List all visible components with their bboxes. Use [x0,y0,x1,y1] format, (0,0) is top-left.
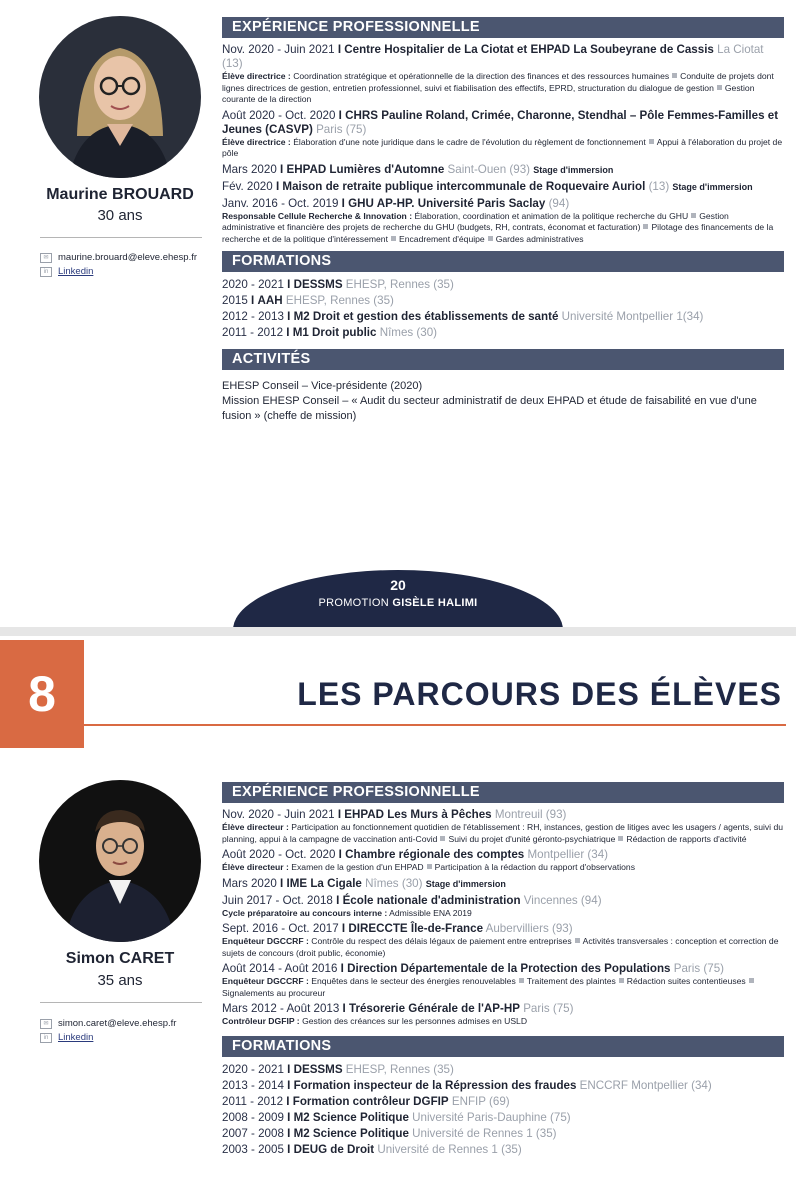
experience-date: Août 2020 - Oct. 2020 [222,108,336,122]
formation-item [222,1078,784,1094]
experience-heading [222,962,784,976]
experience-entry [222,877,784,891]
experience-heading [222,180,784,194]
experience-organization: Centre Hospitalier de La Ciotat et EHPAD La Soubeyrane de Cassis [344,43,714,56]
formation-title: M2 Droit et gestion des établissements de santé [293,310,559,323]
formation-date: 2007 - 2008 [222,1126,284,1140]
separator-bar: I [336,893,340,907]
experience-location: Montreuil (93) [494,808,567,821]
formation-date: 2011 - 2012 [222,326,284,339]
bullet-square [618,836,623,841]
experience-location: (94) [548,196,570,210]
experience-date: Janv. 2016 - Oct. 2019 [222,196,339,210]
formation-date: 2012 - 2013 [222,310,284,323]
person-age: 30 ans [97,207,143,224]
linkedin-link[interactable]: Linkedin [58,1032,94,1043]
experience-description [222,71,784,106]
chapter-underline [84,724,786,726]
separator-bar: I [341,196,345,210]
formation-place: EHESP, Rennes (35) [285,294,394,307]
description-item: Gardes administratives [495,233,584,244]
experience-organization: École nationale d'administration [342,893,521,907]
cv-page-2 [0,636,796,1200]
experience-date: Sept. 2016 - Oct. 2017 [222,922,339,935]
separator-bar: I [275,179,280,193]
email-contact [40,252,197,263]
chapter-number: 8 [0,640,84,748]
formation-date: 2003 - 2005 [222,1142,284,1156]
email-text[interactable]: simon.caret@eleve.ehesp.fr [58,1018,177,1029]
experience-entry [222,848,784,874]
role-label: Cycle préparatoire au concours interne : [222,907,388,918]
experience-heading [222,922,784,936]
formation-place: Université Paris-Dauphine (75) [412,1110,571,1124]
separator-bar: I [340,962,344,975]
formation-date: 2008 - 2009 [222,1110,284,1124]
separator-bar: I [342,1002,346,1015]
experience-entry [222,197,784,246]
experience-location: Nîmes (30) [365,876,423,890]
bullet-square [619,978,624,983]
experience-date: Nov. 2020 - Juin 2021 [222,808,335,821]
formation-date: 2013 - 2014 [222,1078,284,1092]
section-header-experience: EXPÉRIENCE PROFESSIONNELLE [222,782,784,803]
experience-heading [222,197,784,211]
bullet-square [427,864,432,869]
formation-item [222,1126,784,1142]
role-label: Élève directeur : [222,822,289,832]
separator-bar: I [338,848,342,861]
experience-date: Juin 2017 - Oct. 2018 [222,893,333,907]
formation-date: 2020 - 2021 [222,1062,284,1076]
formations-list [222,1062,784,1158]
formation-title: DEUG de Droit [293,1142,375,1156]
formation-date: 2011 - 2012 [222,1094,284,1108]
experience-organization: Direction Départementale de la Protection des Populations [347,962,671,975]
experience-heading [222,877,784,891]
experience-heading [222,43,784,71]
chapter-title: LES PARCOURS DES ÉLÈVES [297,676,782,712]
formation-item [222,1094,784,1110]
description-item: Rédaction de rapports d'activité [626,833,747,844]
bullet-square [749,978,754,983]
experience-location: La Ciotat (13) [222,43,764,70]
experience-organization: Chambre régionale des comptes [345,848,525,861]
experience-location: Paris (75) [316,122,367,136]
section-header-formations: FORMATIONS [222,251,784,272]
experience-location: Vincennes (94) [523,893,602,907]
bullet-square [643,224,648,229]
experience-organization: EHPAD Lumières d'Automne [286,162,445,176]
role-label: Élève directrice : [222,136,291,147]
person-name: Simon CARET [65,950,175,967]
experience-heading [222,894,784,908]
email-contact [40,1018,176,1029]
description-item: Appui à l'élaboration du projet de pôle [222,136,783,158]
formation-place: EHESP, Rennes (35) [345,1062,454,1076]
experience-organization: DIRECCTE Île-de-France [348,922,484,935]
formation-place: Nîmes (30) [379,326,438,339]
email-text[interactable]: maurine.brouard@eleve.ehesp.fr [58,252,198,263]
separator-bar: I [341,922,346,935]
separator-bar: I [338,108,342,122]
formation-place: ENCCRF Montpellier (34) [579,1078,712,1092]
experience-description [222,976,784,999]
experience-entry [222,922,784,959]
experience-entry [222,1002,784,1028]
formations-list [222,277,784,341]
role-label: Enquêteur DGCCRF : [222,936,309,946]
right-column [222,17,784,424]
description-item: Pilotage des financements de la recherche et de la politique d'intéressement [222,222,774,244]
person-name: Maurine BROUARD [46,186,194,203]
separator-bar: I [287,278,291,291]
bullet-square [440,836,445,841]
page-separator [0,627,796,636]
mail-icon: ✉ [40,1019,52,1029]
formation-title: Formation inspecteur de la Répression des fraudes [293,1078,577,1092]
bullet-square [519,978,524,983]
bullet-square [691,213,696,218]
experience-location: Montpellier (34) [527,848,609,861]
description-item: Participation à la rédaction du rapport d'observations [434,862,636,872]
section-header-activites: ACTIVITÉS [222,349,784,370]
activites-list [222,379,784,424]
experience-organization: IME La Cigale [286,876,362,890]
description-item: Signalements au procureur [222,987,326,998]
experience-date: Mars 2020 [222,162,277,176]
description-item: Gestion administrative et financière des projets de recherche du GHU (budgets, RH, contrats, économat et facturation) [222,210,729,232]
description-item: Coordination stratégique et opérationnelle de la direction des finances et des ressources humaines [293,71,670,81]
description-item: Gestion courante de la direction [222,82,755,104]
experience-entry [222,808,784,845]
activite-item: EHESP Conseil – Vice-présidente (2020) [222,380,423,392]
description-item: Conduite de projets dont lignes directrices de gestion, entretien professionnel, suivi et fiabilisation des effectifs, EPRD, structuration du dialogue de gestion [222,71,774,93]
stage-label: Stage d'immersion [672,181,753,192]
role-label: Responsable Cellule Recherche & Innovation : [222,210,413,221]
stage-label: Stage d'immersion [425,878,506,889]
formation-title: M1 Droit public [292,326,377,339]
formation-item [222,309,784,325]
separator-bar: I [337,43,342,56]
separator-bar: I [287,1126,291,1140]
linkedin-contact [40,266,93,277]
separator-bar: I [287,1110,291,1124]
separator-bar: I [251,294,255,307]
formation-place: Université Montpellier 1(34) [561,310,704,323]
profile-photo [39,780,201,942]
linkedin-link[interactable]: Linkedin [58,266,94,277]
formation-item [222,277,784,293]
divider [40,1002,202,1003]
experience-description [222,137,784,160]
formation-place: EHESP, Rennes (35) [345,278,454,291]
formation-item [222,1110,784,1126]
experience-date: Fév. 2020 [222,179,273,193]
bullet-square [575,938,580,943]
description-item: Rédaction suites contentieuses [626,976,746,986]
description-item: Suivi du projet d'unité géronto-psychiatrique [448,833,616,844]
bullet-square [488,236,493,241]
experience-date: Août 2014 - Août 2016 [222,962,338,975]
formation-title: DESSMS [293,278,343,291]
experience-entry [222,894,784,920]
experience-list [222,808,784,1028]
experience-location: Paris (75) [673,962,725,975]
section-header-experience: EXPÉRIENCE PROFESSIONNELLE [222,17,784,38]
description-item: Examen de la gestion d'un EHPAD [291,862,424,872]
experience-heading [222,109,784,137]
formation-item [222,325,784,341]
experience-description [222,862,784,874]
description-item: Admissible ENA 2019 [389,907,472,918]
experience-heading [222,1002,784,1016]
linkedin-icon: in [40,267,52,277]
description-item: Contrôle du respect des délais légaux de paiement entre entreprises [311,936,572,946]
experience-entry [222,962,784,999]
description-item: Gestion des créances sur les personnes admises en USLD [302,1016,528,1026]
experience-organization: GHU AP-HP. Université Paris Saclay [348,196,546,210]
experience-entry [222,180,784,194]
formation-title: M2 Science Politique [293,1110,409,1124]
description-item: Enquêtes dans le secteur des énergies renouvelables [311,976,516,986]
separator-bar: I [280,876,284,890]
activite-item: Mission EHESP Conseil – « Audit du secteur administratif de deux EHPAD et étude de faisabilité en vue d'une fusion » (cheffe de mission) [222,395,757,422]
bullet-square [391,236,396,241]
experience-heading [222,808,784,822]
role-label: Élève directeur : [222,862,289,872]
experience-location: Paris (75) [523,1002,574,1015]
separator-bar: I [286,326,290,339]
experience-heading [222,163,784,177]
mail-icon: ✉ [40,253,52,263]
separator-bar: I [287,310,291,323]
separator-bar: I [286,1094,290,1108]
experience-organization: Trésorerie Générale de l'AP-HP [349,1002,520,1015]
experience-entry [222,109,784,160]
description-item: Élaboration d'une note juridique dans le cadre de l'évolution du règlement de fonctionnement [293,136,646,147]
page-number: 20 [390,577,406,593]
bullet-square [717,85,722,90]
experience-location: Saint-Ouen (93) [447,162,531,176]
experience-description [222,1016,784,1028]
person-age: 35 ans [97,972,143,989]
role-label: Enquêteur DGCCRF : [222,976,309,986]
promotion-label: PROMOTION GISÈLE HALIMI [318,597,478,609]
profile-photo [39,16,201,178]
experience-date: Mars 2020 [222,876,277,890]
experience-entry [222,43,784,106]
experience-description [222,936,784,959]
formation-title: Formation contrôleur DGFIP [292,1094,449,1108]
formation-date: 2020 - 2021 [222,278,284,291]
separator-bar: I [287,1142,291,1156]
experience-entry [222,163,784,177]
stage-label: Stage d'immersion [533,164,614,175]
linkedin-icon: in [40,1033,52,1043]
experience-description [222,211,784,246]
experience-date: Mars 2012 - Août 2013 [222,1002,340,1015]
separator-bar: I [280,162,284,176]
experience-location: (13) [648,179,670,193]
description-item: Participation au fonctionnement quotidien de l'établissement : RH, instances, gestion de litiges avec les usagers / agents, suivi du planning, appui à la campagne de vaccination anti-Covid [222,822,784,844]
formation-item [222,293,784,309]
section-header-formations: FORMATIONS [222,1036,784,1057]
experience-heading [222,848,784,862]
formation-item [222,1062,784,1078]
experience-description [222,908,784,920]
bullet-square [672,73,677,78]
description-item: Traitement des plaintes [526,976,616,986]
experience-organization: Maison de retraite publique intercommunale de Roquevaire Auriol [282,179,646,193]
separator-bar: I [287,1062,291,1076]
formation-date: 2015 [222,294,248,307]
divider [40,237,202,238]
experience-date: Août 2020 - Oct. 2020 [222,848,336,861]
formation-item [222,1142,784,1158]
separator-bar: I [287,1078,291,1092]
linkedin-contact [40,1032,93,1043]
formation-title: M2 Science Politique [293,1126,409,1140]
description-item: Encadrement d'équipe [398,233,485,244]
role-label: Élève directrice : [222,71,291,81]
experience-organization: EHPAD Les Murs à Pêches [344,808,492,821]
experience-list [222,43,784,245]
experience-date: Nov. 2020 - Juin 2021 [222,43,335,56]
formation-title: DESSMS [293,1062,343,1076]
formation-title: AAH [257,294,283,307]
formation-place: Université de Rennes 1 (35) [377,1142,522,1156]
bullet-square [649,139,654,144]
separator-bar: I [337,808,342,821]
experience-description [222,822,784,845]
description-item: Activités transversales : conception et correction de sujets de concours (droit public, économie) [222,936,779,958]
role-label: Contrôleur DGFIP : [222,1016,300,1026]
formation-place: ENFIP (69) [451,1094,510,1108]
formation-place: Université de Rennes 1 (35) [412,1126,557,1140]
experience-organization: CHRS Pauline Roland, Crimée, Charonne, Stendhal – Pôle Femmes-Familles et Jeunes (CASVP) [222,108,779,136]
experience-location: Aubervilliers (93) [485,922,573,935]
right-column [222,782,784,1158]
description-item: Élaboration, coordination et animation de la politique recherche du GHU [414,210,689,221]
